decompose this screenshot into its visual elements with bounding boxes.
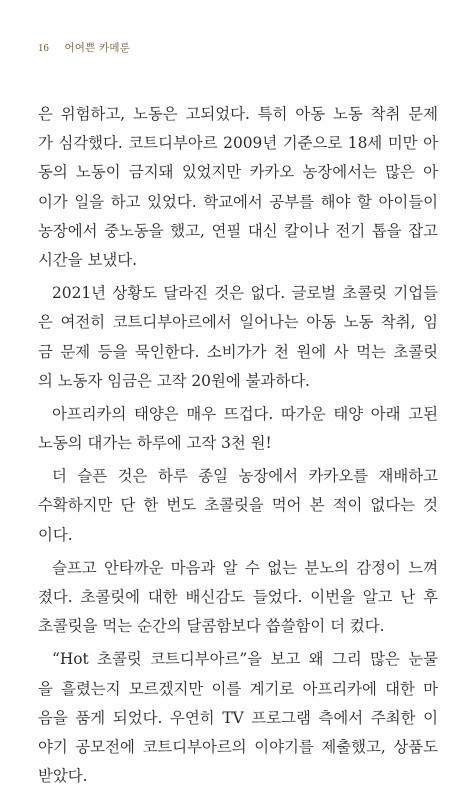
paragraph: [38, 462, 438, 550]
text-line: 가 심각했다. 코트디부아르 2009년 기준으로 18세 미만 아: [38, 134, 438, 153]
running-header: [38, 40, 130, 55]
text-line: 야기 공모전에 코트디부아르의 이야기를 제출했고, 상품도: [38, 737, 438, 756]
text-line: 동의 노동이 금지돼 있었지만 카카오 농장에서는 많은 아: [38, 163, 438, 182]
text-line: 의 노동자 임금은 고작 20원에 불과하다.: [38, 371, 310, 390]
text-line: 수확하지만 단 한 번도 초콜릿을 먹어 본 적이 없다는 것: [38, 496, 438, 515]
text-line: 슬프고 안타까운 마음과 알 수 없는 분노의 감정이 느껴: [52, 558, 438, 577]
body-text: [38, 100, 438, 795]
text-line: 더 슬픈 것은 하루 종일 농장에서 카카오를 재배하고: [52, 467, 438, 486]
text-line: 2021년 상황도 달라진 것은 없다. 글로벌 초콜릿 기업들: [52, 284, 438, 303]
text-line: 이가 일을 하고 있었다. 학교에서 공부를 해야 할 아이들이: [38, 192, 438, 211]
paragraph: [38, 645, 438, 791]
text-line: 초콜릿을 먹는 순간의 달콤함보다 씁쓸함이 더 컸다.: [38, 617, 385, 636]
paragraph: [38, 100, 438, 275]
text-line: 시간을 보냈다.: [38, 250, 137, 269]
text-line: 졌다. 초콜릿에 대한 배신감도 들었다. 이번을 알고 난 후: [38, 588, 438, 606]
text-line: 은 위험하고, 노동은 고되었다. 특히 아동 노동 착취 문제: [38, 105, 438, 123]
paragraph: [38, 400, 438, 458]
book-title: 어여쁜 카메룬: [64, 42, 131, 54]
text-line: 아프리카의 태양은 매우 뜨겁다. 따가운 태양 아래 고된: [52, 404, 438, 423]
text-line: 받았다.: [38, 767, 88, 786]
text-line: 농장에서 중노동을 했고, 연필 대신 칼이나 전기 톱을 잡고: [38, 221, 438, 240]
paragraph: [38, 554, 438, 642]
text-line: 이다.: [38, 525, 73, 544]
text-line: 을 흘렸는지 모르겠지만 이를 계기로 아프리카에 대한 마: [38, 679, 438, 698]
page-number: 16: [38, 43, 49, 54]
text-line: 노동의 대가는 하루에 고작 3천 원!: [38, 434, 272, 453]
text-line: 은 여전히 코트디부아르에서 일어나는 아동 노동 착취, 임: [38, 313, 438, 332]
text-line: “Hot 초콜릿 코트디부아르”을 보고 왜 그리 많은 눈물: [52, 650, 438, 669]
text-line: 금 문제 등을 묵인한다. 소비가가 천 원에 사 먹는 초콜릿: [38, 342, 438, 361]
paragraph: [38, 279, 438, 396]
text-line: 음을 품게 되었다. 우연히 TV 프로그램 측에서 주최한 이: [38, 708, 438, 727]
